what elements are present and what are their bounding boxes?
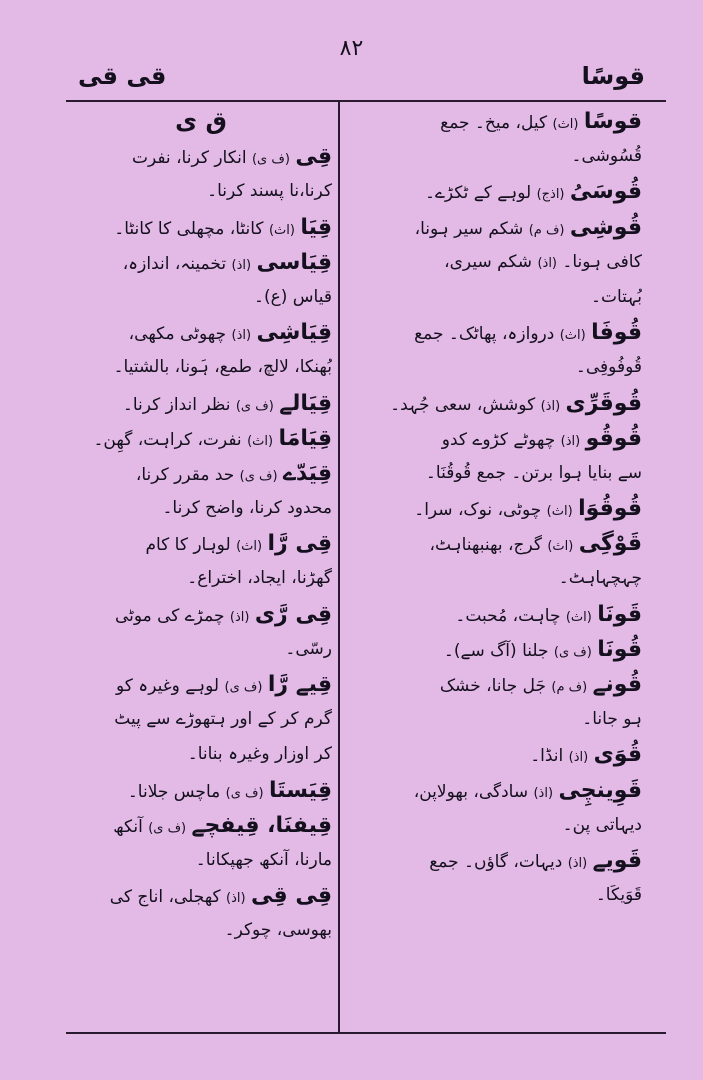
- grammar-abbreviation: (اذ): [568, 750, 589, 766]
- dictionary-line: [346, 421, 642, 456]
- headword: قِیَاسی: [256, 249, 332, 275]
- running-head-left: قی قی: [78, 62, 167, 90]
- dictionary-line: [346, 386, 642, 421]
- headword: قِیفنَا، قِیفچے: [191, 812, 332, 838]
- dictionary-line: [70, 491, 332, 526]
- definition-text: کوشش، سعی جُہد۔: [390, 394, 541, 415]
- definition-text: چمڑے کی موٹی: [114, 605, 230, 626]
- definition-text: دیہات، گاؤں۔ جمع: [429, 851, 568, 872]
- dictionary-line: [70, 174, 332, 209]
- grammar-abbreviation: (اذ): [537, 255, 557, 271]
- grammar-abbreviation: (اذ): [231, 257, 252, 273]
- dictionary-line: [70, 456, 332, 491]
- headword: قُوقَرِّی: [565, 390, 642, 416]
- dictionary-line: [346, 632, 642, 667]
- headword: قِیَا: [300, 214, 332, 240]
- dictionary-line: [70, 702, 332, 737]
- headword: قُوَی: [593, 742, 642, 768]
- grammar-abbreviation: (اث): [565, 609, 592, 625]
- headword: قَوْگِی: [578, 531, 642, 557]
- dictionary-line: [346, 210, 642, 245]
- dictionary-line: [346, 139, 642, 174]
- grammar-abbreviation: (اث): [546, 504, 573, 520]
- headword: قِیَامَا: [278, 425, 332, 451]
- dictionary-line: [346, 104, 642, 139]
- dictionary-line: [346, 667, 642, 702]
- dictionary-line: [346, 350, 642, 385]
- headword: قِیَاشِی: [256, 320, 332, 346]
- headword: قُوقُو: [585, 425, 642, 451]
- dictionary-line: [70, 139, 332, 174]
- headword: قِی قِی: [251, 883, 332, 909]
- headword: قَوِینچِی: [558, 777, 642, 803]
- dictionary-line: [70, 773, 332, 808]
- dictionary-line: [70, 315, 332, 350]
- dictionary-line: [346, 456, 642, 491]
- dictionary-line: [70, 878, 332, 913]
- headword: قَونَا: [597, 601, 642, 627]
- grammar-abbreviation: (اث): [268, 222, 295, 238]
- grammar-abbreviation: (اذ): [540, 398, 561, 414]
- definition-text: جلنا (آگ سے)۔: [443, 640, 554, 661]
- definition-text: سادگی، بھولاپن،: [413, 781, 534, 802]
- definition-text: بُہتات۔: [591, 286, 642, 307]
- definition-text: قَوَیکَا۔: [595, 885, 642, 906]
- section-heading: ق ی: [175, 107, 227, 135]
- dictionary-line: [346, 315, 642, 350]
- definition-text: قُوفُوفِی۔: [575, 357, 642, 378]
- bottom-rule: [66, 1032, 666, 1034]
- definition-text: کانٹا، مچھلی کا کانٹا۔: [114, 218, 269, 239]
- dictionary-line: [346, 280, 642, 315]
- dictionary-line: [346, 561, 642, 596]
- grammar-abbreviation: (ف م): [528, 222, 565, 238]
- dictionary-line: [346, 808, 642, 843]
- definition-text: دروازہ، پھاٹک۔ جمع: [414, 324, 560, 345]
- definition-text: نفرت، کراہت، گھِن۔: [93, 429, 248, 450]
- definition-text: کر اوزار وغیرہ بنانا۔: [187, 744, 332, 765]
- definition-text: کافی ہونا۔: [557, 251, 642, 272]
- grammar-abbreviation: (ف م): [551, 680, 588, 695]
- dictionary-line: [346, 491, 642, 526]
- grammar-abbreviation: (ف ی): [239, 468, 278, 484]
- definition-text: ماچس جلانا۔: [127, 781, 226, 802]
- headword: قِیَدّے: [283, 460, 332, 486]
- definition-text: لوہے کے ٹکڑے۔: [424, 183, 537, 204]
- headword: قِی رَّا: [267, 531, 332, 557]
- headword: قُونَا: [597, 636, 642, 662]
- right-column: [346, 104, 642, 913]
- grammar-abbreviation: (ف ی): [553, 644, 592, 660]
- dictionary-line: [346, 526, 642, 561]
- definition-text: شکم سیر ہونا،: [414, 218, 529, 239]
- dictionary-line: [70, 280, 332, 315]
- dictionary-line: [346, 174, 642, 209]
- grammar-abbreviation: (اذ): [226, 891, 246, 907]
- definition-text: حد مقرر کرنا،: [135, 464, 240, 485]
- grammar-abbreviation: (ف ی): [251, 152, 290, 168]
- definition-text: چاہت، مُحبت۔: [455, 605, 566, 626]
- grammar-abbreviation: (ف ی): [225, 785, 264, 801]
- headword: قِی: [295, 144, 332, 170]
- dictionary-line: [70, 843, 332, 878]
- dictionary-line: [70, 350, 332, 385]
- grammar-abbreviation: (اذ): [533, 785, 554, 801]
- grammar-abbreviation: (اذ): [231, 328, 252, 344]
- dictionary-line: [346, 773, 642, 808]
- definition-text: چہچہاہٹ۔: [558, 568, 642, 589]
- definition-text: بُھنکا، لالچ، طمع، ہَونا، بالشتیا۔: [113, 357, 332, 378]
- definition-text: سے بنایا ہوا برتن۔ جمع قُوقُنَا۔: [425, 462, 642, 483]
- definition-text: قیاس (ع)۔: [254, 286, 332, 307]
- grammar-abbreviation: (ف ی): [148, 820, 187, 836]
- dictionary-line: [346, 702, 642, 737]
- definition-text: ہو جانا۔: [582, 709, 642, 730]
- headword: قُوسَیُ: [569, 179, 642, 205]
- headword: قِیے رَّا: [267, 672, 332, 697]
- dictionary-line: [70, 667, 332, 702]
- dictionary-line: [70, 737, 332, 772]
- dictionary-line: [70, 597, 332, 632]
- definition-text: آنکھ: [113, 816, 149, 837]
- headword: قِیَستَا: [268, 777, 332, 803]
- definition-text: کرنا،نا پسند کرنا۔: [207, 181, 332, 202]
- dictionary-line: [70, 808, 332, 843]
- headword: قوسًا: [583, 109, 642, 134]
- definition-text: شکم سیری،: [444, 251, 538, 272]
- definition-text: کھجلی، اناج کی: [109, 887, 227, 908]
- definition-text: محدود کرنا، واضح کرنا۔: [162, 498, 332, 519]
- headword: قُونے: [592, 672, 642, 697]
- definition-text: گرم کر کے اور ہتھوڑے سے پیٹ: [114, 709, 332, 730]
- definition-text: لوہار کا کام: [145, 535, 237, 556]
- headword: قَویے: [592, 847, 642, 873]
- definition-text: چوٹی، نوک، سرا۔: [414, 500, 547, 521]
- headword: قِی رَّی: [254, 601, 332, 627]
- dictionary-line: [346, 843, 642, 878]
- headword: قُوقُوَا: [578, 496, 642, 522]
- definition-text: تخمینہ، اندازہ،: [122, 253, 232, 274]
- dictionary-line: [346, 597, 642, 632]
- headword: قُوشِی: [569, 214, 642, 240]
- page-number: ۸۲: [339, 36, 364, 61]
- definition-text: چھوٹے کڑوے کدو: [441, 429, 561, 450]
- definition-text: مارنا، آنکھ جھپکانا۔: [195, 849, 332, 870]
- definition-text: قُسُوشی۔: [571, 146, 642, 167]
- dictionary-line: [70, 386, 332, 421]
- dictionary-line: [346, 245, 642, 280]
- definition-text: دیہاتی پن۔: [562, 814, 642, 835]
- dictionary-line: [70, 526, 332, 561]
- definition-text: لوہے وغیرہ کو: [115, 676, 225, 696]
- definition-text: نظر انداز کرنا۔: [122, 394, 236, 415]
- definition-text: گھڑنا، ایجاد، اختراع۔: [187, 568, 332, 589]
- dictionary-line: [346, 878, 642, 913]
- grammar-abbreviation: (اث): [247, 433, 274, 449]
- left-column: [70, 104, 332, 949]
- definition-text: چھوٹی مکھی،: [128, 324, 232, 345]
- definition-text: انکار کرنا، نفرت: [131, 148, 252, 169]
- grammar-abbreviation: (اث): [552, 117, 579, 132]
- grammar-abbreviation: (اذ): [229, 609, 250, 625]
- dictionary-line: [70, 245, 332, 280]
- grammar-abbreviation: (ف ی): [224, 680, 263, 695]
- definition-text: بھوسی، چوکر۔: [224, 920, 332, 941]
- headword: قُوفَا: [591, 320, 642, 346]
- running-head-right: قوسًا: [581, 62, 645, 90]
- grammar-abbreviation: (اث): [236, 539, 263, 555]
- column-divider: [338, 100, 340, 1032]
- dictionary-line: [70, 632, 332, 667]
- grammar-abbreviation: (اث): [547, 539, 574, 555]
- definition-text: رسّی۔: [285, 638, 332, 659]
- definition-text: گرج، بھنبھناہٹ،: [429, 535, 548, 556]
- top-rule: [66, 100, 666, 102]
- definition-text: انڈا۔: [530, 746, 569, 767]
- definition-text: کیل، میخ۔ جمع: [440, 113, 553, 133]
- dictionary-line: [70, 421, 332, 456]
- grammar-abbreviation: (اث): [559, 328, 586, 344]
- grammar-abbreviation: (اذ): [567, 855, 588, 871]
- dictionary-line: [70, 913, 332, 948]
- definition-text: جَل جانا، خشک: [439, 676, 552, 696]
- grammar-abbreviation: (ف ی): [235, 398, 274, 414]
- dictionary-line: [70, 210, 332, 245]
- grammar-abbreviation: (اذ): [560, 433, 581, 449]
- grammar-abbreviation: (اذج): [536, 187, 565, 203]
- dictionary-line: [70, 561, 332, 596]
- dictionary-line: [346, 737, 642, 772]
- headword: قِیَالے: [279, 390, 332, 416]
